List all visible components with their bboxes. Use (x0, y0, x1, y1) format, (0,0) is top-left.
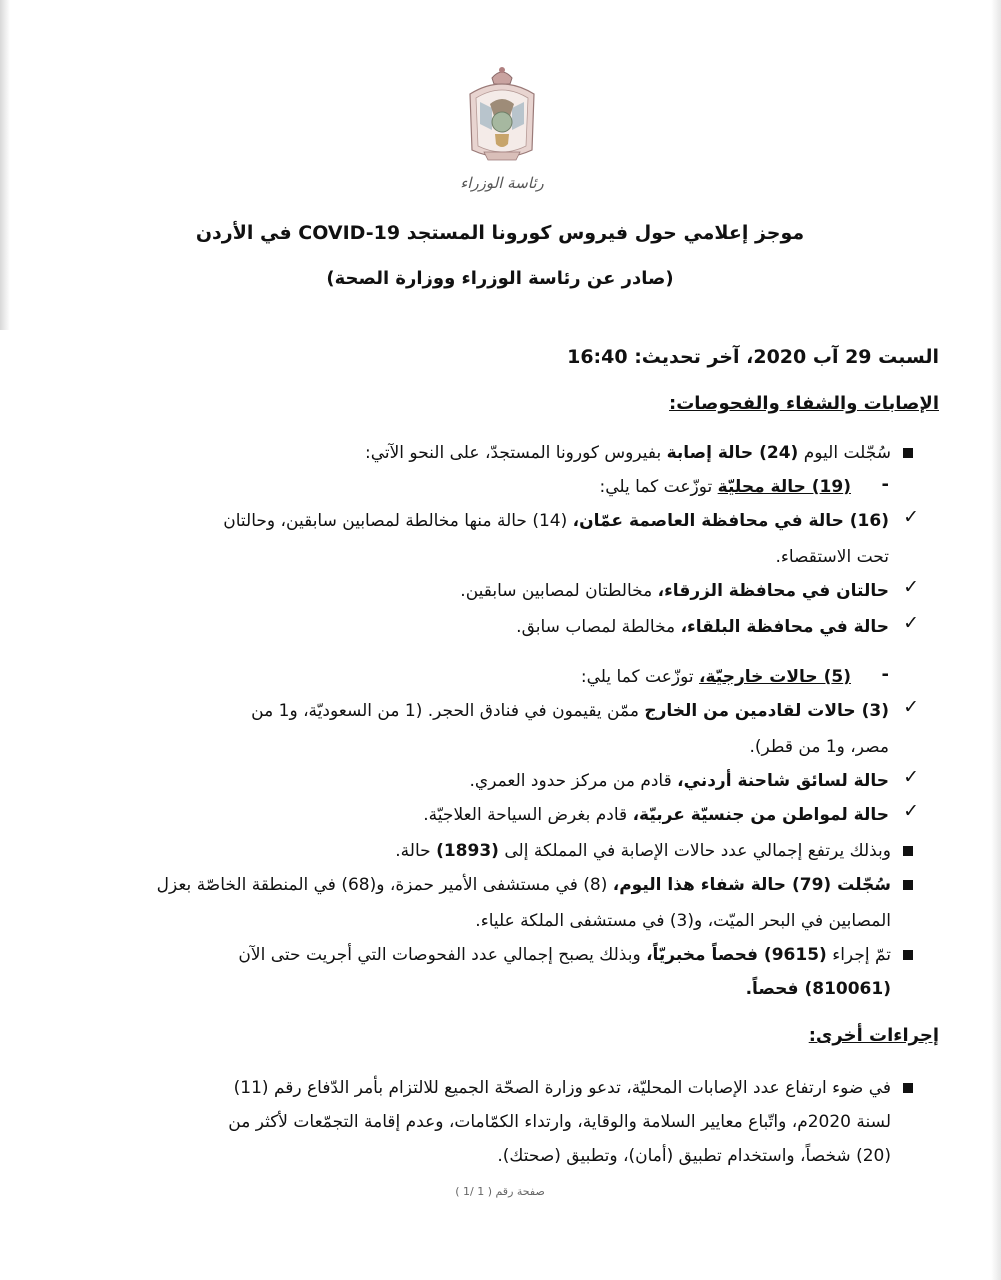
date-line: السبت 29 آب 2020، آخر تحديث: 16:40 (567, 346, 939, 368)
square-bullet-icon (903, 880, 913, 890)
external-cases-header: (5) حالات خارجيّة، توزّعت كما يلي: (580, 667, 851, 687)
list-item-continuation: مصر، و1 من قطر). (749, 737, 889, 757)
check-mark-icon: ✓ (903, 766, 919, 788)
check-mark-icon: ✓ (903, 576, 919, 598)
list-item: سُجّلت (79) حالة شفاء هذا اليوم، (8) في مستشفى الأمير حمزة، و(68) في المنطقة الخاصّة بعزل (156, 875, 891, 895)
document-subtitle: (صادر عن رئاسة الوزراء ووزارة الصحة) (326, 268, 674, 289)
square-bullet-icon (903, 846, 913, 856)
list-item: حالة في محافظة البلقاء، مخالطة لمصاب سابق. (516, 617, 889, 637)
list-item: (3) حالات لقادمين من الخارج ممّن يقيمون في فنادق الحجر. (1 من السعوديّة، و1 من (251, 701, 889, 721)
check-mark-icon: ✓ (903, 612, 919, 634)
list-item: حالتان في محافظة الزرقاء، مخالطتان لمصابين سابقين. (460, 581, 889, 601)
check-mark-icon: ✓ (903, 696, 919, 718)
list-item-continuation: (810061) فحصاً. (745, 979, 891, 999)
check-mark-icon: ✓ (903, 506, 919, 528)
list-item: تمّ إجراء (9615) فحصاً مخبريّاً، وبذلك يصبح إجمالي عدد الفحوصات التي أجريت حتى الآن (238, 945, 891, 965)
list-item: حالة لمواطن من جنسيّة عربيّة، قادم بغرض السياحة العلاجيّة. (423, 805, 889, 825)
government-crest (456, 64, 548, 196)
list-item: سُجّلت اليوم (24) حالة إصابة بفيروس كورونا المستجدّ، على النحو الآتي: (364, 443, 891, 463)
list-item: وبذلك يرتفع إجمالي عدد حالات الإصابة في المملكة إلى (1893) حالة. (395, 841, 891, 861)
crest-caption: رئاسة الوزراء (460, 174, 544, 192)
square-bullet-icon (903, 1083, 913, 1093)
dash-bullet-icon: - (881, 664, 889, 685)
list-item: حالة لسائق شاحنة أردني، قادم من مركز حدود العمري. (469, 771, 889, 791)
dash-bullet-icon: - (881, 474, 889, 495)
list-item-continuation: المصابين في البحر الميّت، و(3) في مستشفى الملكة علياء. (475, 911, 891, 931)
section-heading-cases: الإصابات والشفاء والفحوصات: (669, 393, 939, 414)
square-bullet-icon (903, 950, 913, 960)
list-item: (16) حالة في محافظة العاصمة عمّان، (14) حالة منها مخالطة لمصابين سابقين، وحالتان (223, 511, 889, 531)
document-title: موجز إعلامي حول فيروس كورونا المستجد COVID-19 في الأردن (195, 222, 805, 244)
local-cases-header: (19) حالة محليّة توزّعت كما يلي: (599, 477, 851, 497)
square-bullet-icon (903, 448, 913, 458)
paragraph-line: (20) شخصاً، واستخدام تطبيق (أمان)، وتطبيق (صحتك). (497, 1146, 891, 1166)
crest-icon (462, 64, 542, 176)
paragraph-line: لسنة 2020م، واتّباع معايير السلامة والوقاية، وارتداء الكمّامات، وعدم إقامة التجمّعات لأكثر من (228, 1112, 891, 1132)
list-item-continuation: تحت الاستقصاء. (775, 547, 889, 567)
check-mark-icon: ✓ (903, 800, 919, 822)
page-number: صفحة رقم ( 1 /1 ) (455, 1185, 545, 1198)
paragraph-line: في ضوء ارتفاع عدد الإصابات المحليّة، تدعو وزارة الصحّة الجميع للالتزام بأمر الدّفاع رقم (11) (233, 1078, 891, 1098)
section-heading-other-measures: إجراءات أخرى: (808, 1025, 939, 1046)
